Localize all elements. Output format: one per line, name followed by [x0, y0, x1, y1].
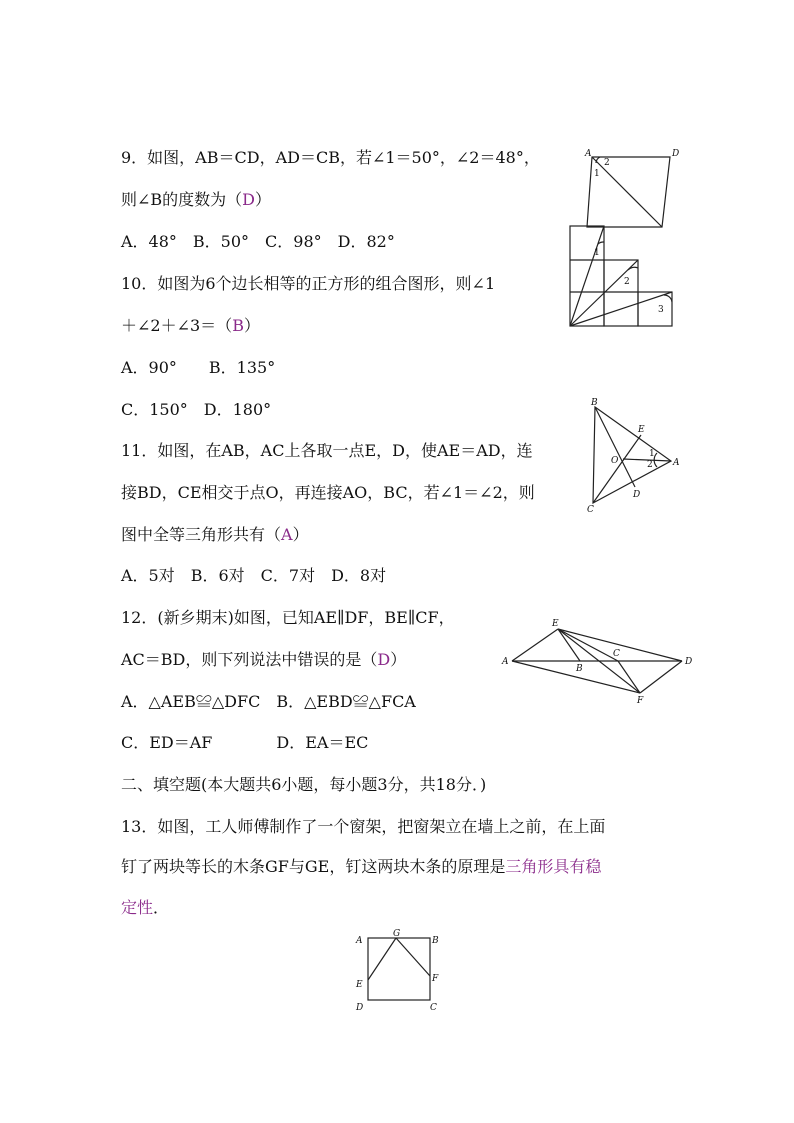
q11-label-e: E [638, 425, 645, 435]
q13-line-1: 13．如图，工人师傅制作了一个窗架，把窗架立在墙上之前，在上面 [121, 817, 606, 836]
q13-label-g: G [393, 929, 401, 939]
q12-stem-end: AC＝BD，则下列说法中错误的是（ [121, 650, 378, 669]
q11-label-a: A [673, 458, 680, 468]
q11-stem-end: 图中全等三角形共有（ [121, 525, 282, 544]
q9-diagonal [592, 157, 662, 227]
q11-label-b: B [591, 398, 598, 408]
q12-label-c: C [613, 649, 620, 659]
q9-stem-end: 则∠B的度数为（ [121, 190, 243, 209]
q10-options-row-1: A．90° B．135° [121, 358, 276, 377]
q13-label-a: A [356, 936, 363, 946]
q9-label-d: D [672, 149, 680, 159]
q10-options-row-2: C．150° D．180° [121, 400, 272, 419]
q11-segment-bd [595, 407, 635, 487]
q10-label-2: 2 [624, 277, 630, 287]
q13-line-2 [121, 857, 601, 877]
q9-quad [587, 157, 670, 227]
q12-label-a: A [502, 657, 509, 667]
q13-label-f: F [432, 974, 439, 984]
q12-segment-ec [558, 629, 618, 661]
q13-label-c: C [430, 1003, 437, 1013]
q12-label-e: E [552, 619, 559, 629]
q12-line-1: 12．(新乡期末)如图，已知AE∥DF，BE∥CF， [121, 608, 455, 627]
q13-stem-end: ． [153, 898, 170, 917]
q11-line-2: 接BD，CE相交于点O，再连接AO，BC，若∠1＝∠2，则 [121, 483, 535, 502]
q13-figure [350, 925, 450, 1015]
q9-figure [580, 145, 695, 230]
section-2-heading: 二、填空题(本大题共6小题，每小题3分，共18分．) [121, 775, 487, 794]
q13-label-b: B [432, 936, 439, 946]
q12-answer: D [377, 650, 391, 669]
q9-label-1: 1 [594, 169, 600, 179]
q11-answer: A [281, 525, 293, 544]
q9-options: A．48° B．50° C．98° D．82° [121, 232, 395, 251]
q11-label-c: C [587, 505, 594, 515]
q13-label-d: D [356, 1003, 364, 1013]
q12-figure [500, 615, 695, 705]
q13-answer-part-1: 三角形具有稳 [505, 857, 602, 876]
q12-segment-ae [512, 629, 558, 661]
q10-line-1 [570, 226, 604, 326]
q9-line-1: 9．如图，AB＝CD，AD＝CB，若∠1＝50°，∠2＝48°， [121, 148, 540, 167]
q13-stem: 钉了两块等长的木条GF与GE，钉这两块木条的原理是 [121, 857, 506, 876]
q13-label-e: E [356, 980, 363, 990]
q9-answer: D [242, 190, 255, 209]
q10-arc-3 [664, 295, 672, 302]
q10-stem-close: ） [243, 316, 260, 335]
q9-stem-close: ） [255, 190, 272, 209]
q12-label-d: D [685, 657, 693, 667]
q11-label-o: O [611, 456, 619, 466]
q11-label-d: D [633, 490, 641, 500]
q9-label-a: A [585, 149, 592, 159]
q9-angle-arc [596, 157, 600, 163]
q10-answer: B [232, 316, 244, 335]
q10-stem-end: ＋∠2＋∠3＝（ [121, 316, 233, 335]
q13-line-3 [121, 898, 169, 918]
q11-line-3 [121, 525, 309, 545]
q11-triangle-abc [593, 407, 671, 503]
q11-options: A．5对 B．6对 C．7对 D．8对 [121, 566, 387, 585]
q11-stem-close: ） [292, 525, 309, 544]
q12-options-row-2: C．ED＝AF D．EA＝EC [121, 733, 369, 752]
q9-label-2: 2 [604, 158, 610, 168]
q11-label-2: 2 [647, 460, 653, 470]
q11-line-1: 11．如图，在AB，AC上各取一点E，D，使AE＝AD，连 [121, 441, 533, 460]
q13-answer-part-2: 定性 [121, 898, 154, 917]
q9-line-2 [121, 190, 271, 210]
q10-middle-column [604, 260, 638, 326]
q10-label-3: 3 [658, 305, 664, 315]
q10-line-3 [570, 292, 672, 326]
q10-line-1: 10．如图为6个边长相等的正方形的组合图形，则∠1 [121, 274, 496, 293]
q12-segment-df [640, 661, 682, 693]
q12-label-b: B [576, 664, 583, 674]
q10-label-1: 1 [594, 248, 600, 258]
q13-strip-ge [368, 938, 396, 980]
q12-line-2 [121, 650, 406, 670]
q12-label-f: F [637, 696, 644, 706]
q11-label-1: 1 [649, 449, 655, 459]
q12-options-row-1: A．△AEB≌△DFC B．△EBD≌△FCA [121, 692, 416, 711]
q12-stem-close: ） [390, 650, 407, 669]
q13-strip-gf [396, 938, 430, 976]
q10-figure [568, 224, 678, 330]
q11-figure [585, 395, 690, 517]
q13-window-frame [368, 938, 430, 1000]
q10-line-2 [121, 316, 260, 336]
